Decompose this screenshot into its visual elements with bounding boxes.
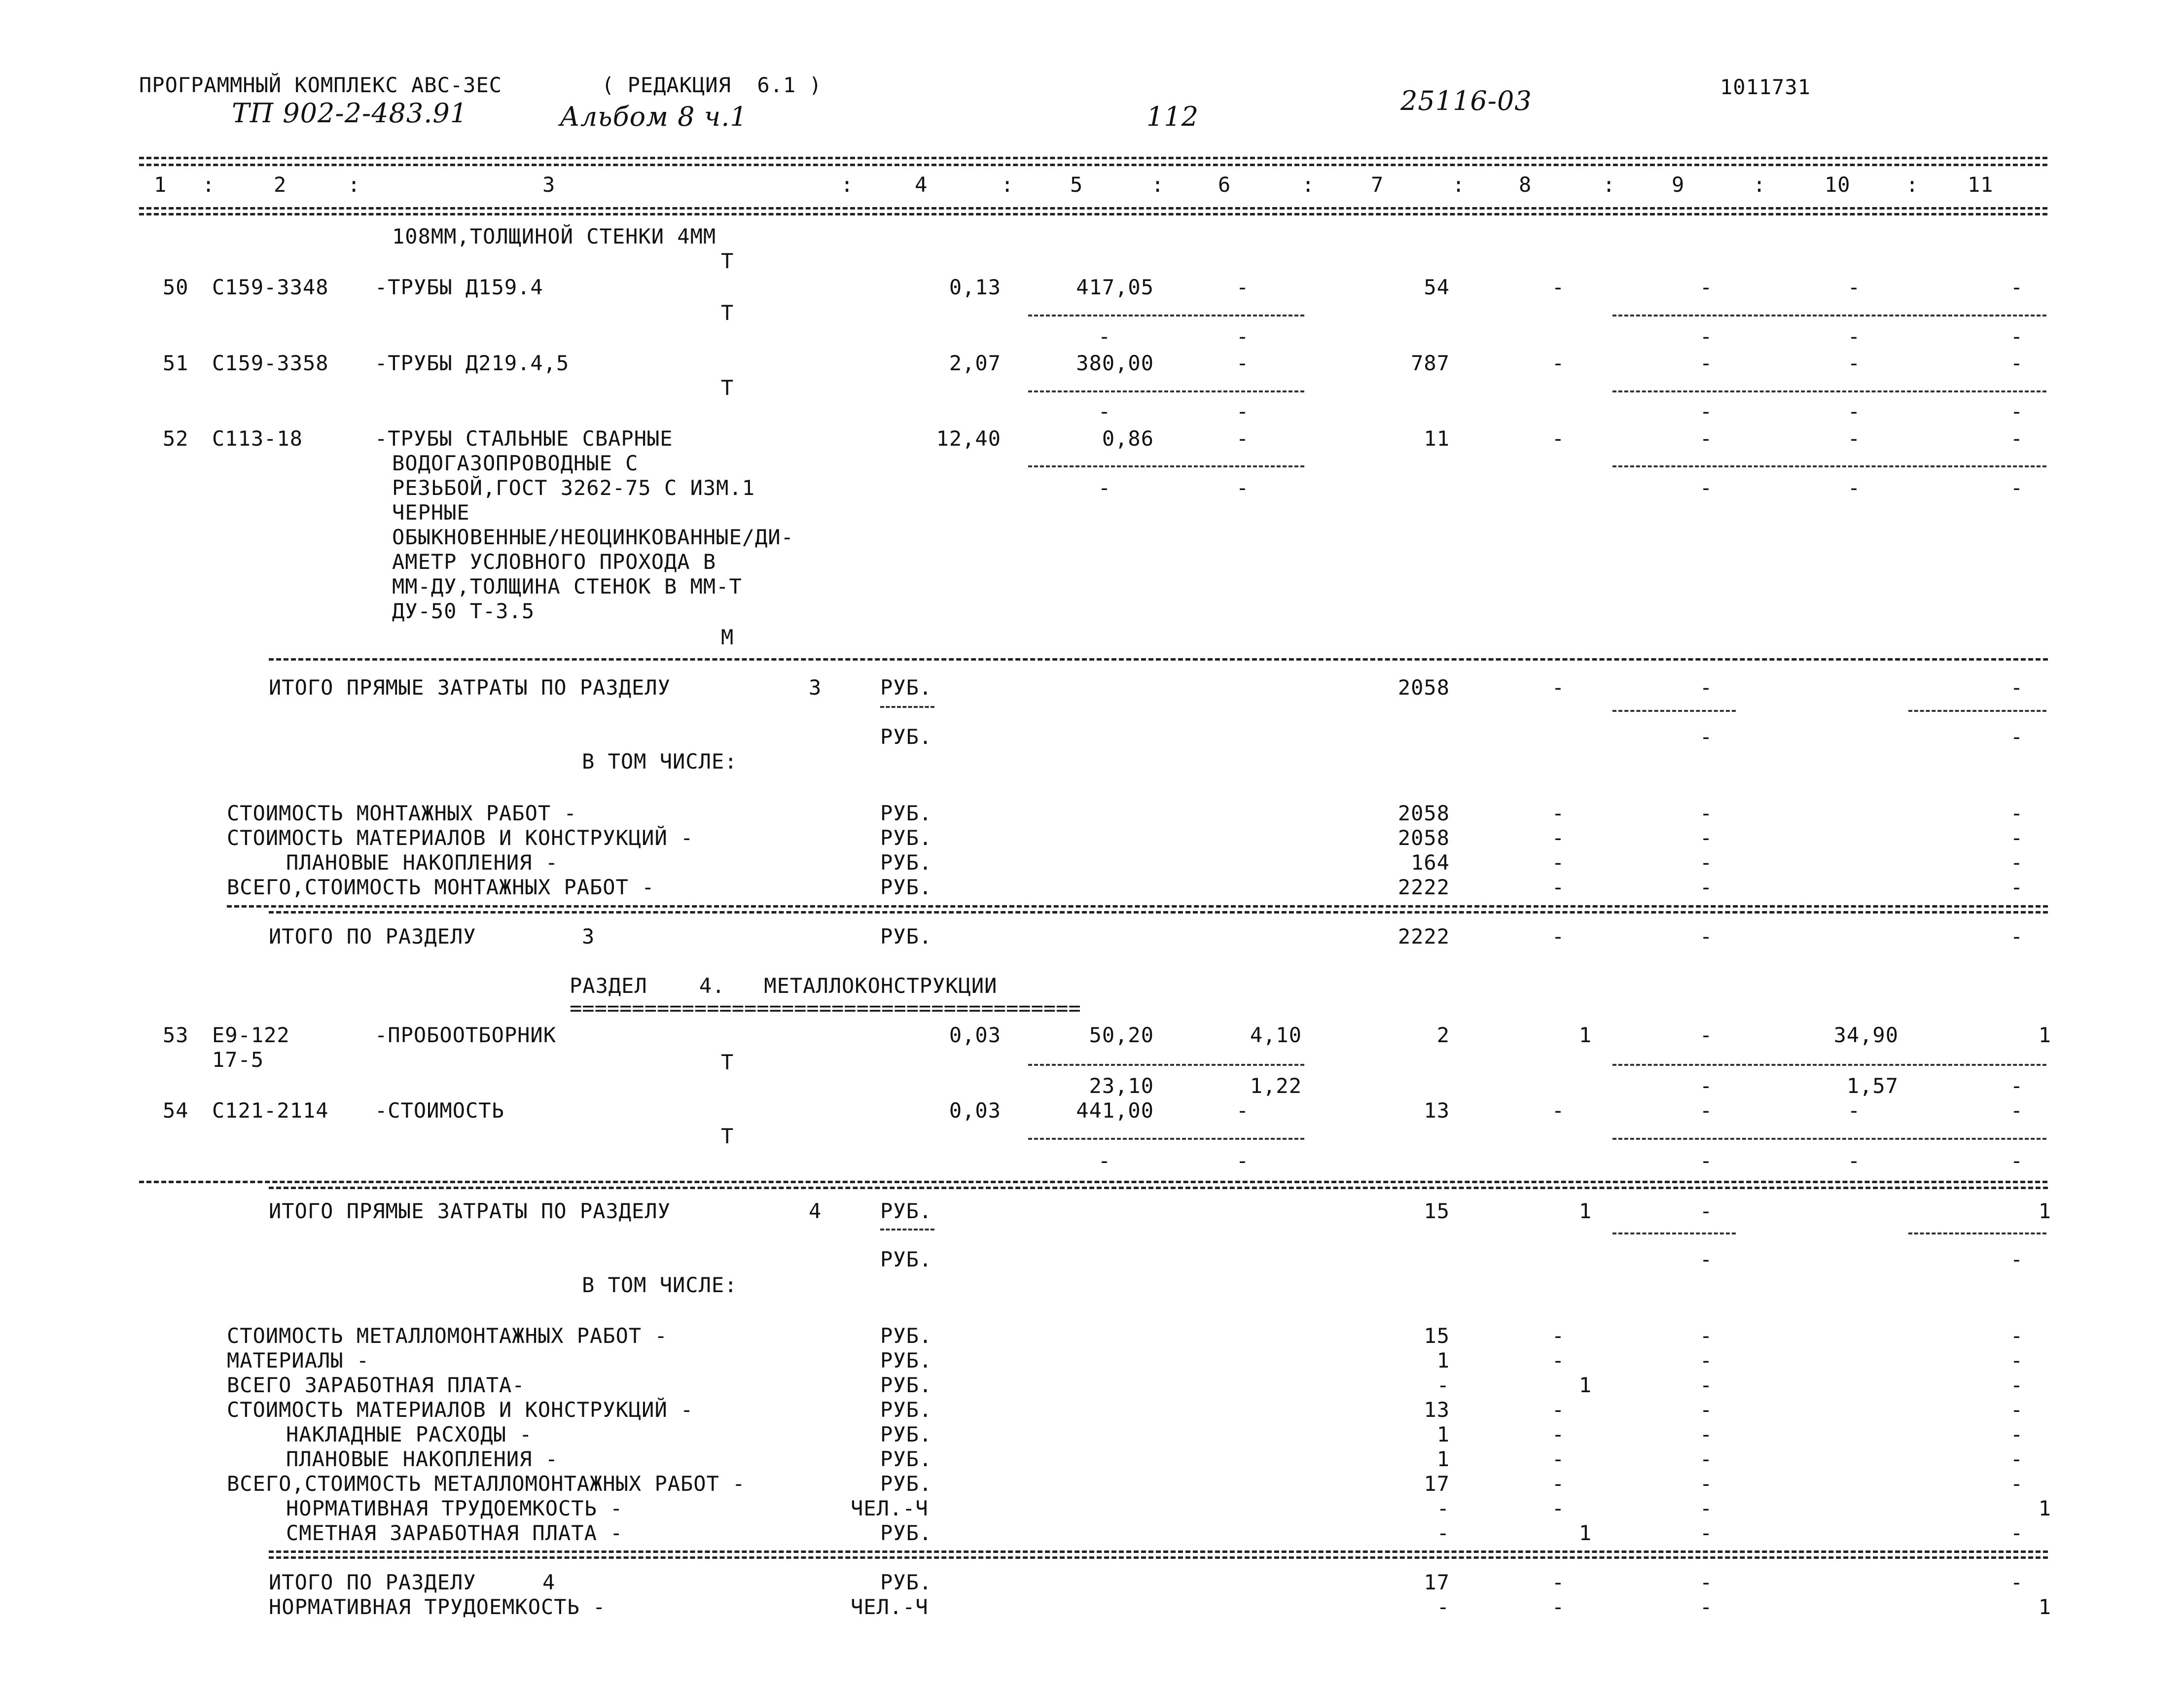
- row-code: Е9-122: [212, 1023, 290, 1047]
- cell-c5: 380,00: [1076, 351, 1154, 375]
- item-label: СМЕТНАЯ ЗАРАБОТНАЯ ПЛАТА -: [286, 1521, 623, 1545]
- cell-c6: -: [1236, 426, 1250, 451]
- cell-c9: -: [1699, 1521, 1713, 1545]
- cell-c11b: -: [2010, 1247, 2024, 1271]
- cell-c10b: -: [1847, 324, 1861, 349]
- cell-c8: -: [1551, 275, 1565, 299]
- cell-c9: -: [1699, 1570, 1713, 1594]
- document-code: 1011731: [1720, 75, 1811, 99]
- item-unit: РУБ.: [880, 1398, 932, 1422]
- cell-c9: -: [1699, 1324, 1713, 1348]
- item-label: НОРМАТИВНАЯ ТРУДОЕМКОСТЬ -: [286, 1496, 623, 1520]
- cell-c9b: -: [1699, 725, 1713, 749]
- cell-c11: -: [2010, 1324, 2024, 1348]
- item-label: ВСЕГО,СТОИМОСТЬ МОНТАЖНЫХ РАБОТ -: [227, 875, 655, 899]
- cell-c4: 2,07: [949, 351, 1001, 375]
- cell-c9b: -: [1699, 1149, 1713, 1173]
- cell-c10b: 1,57: [1846, 1074, 1898, 1098]
- cell-c5b: -: [1098, 476, 1111, 500]
- row-code: С159-3358: [212, 351, 329, 375]
- cell-c5b: -: [1098, 399, 1111, 423]
- cell-c7: 2222: [1397, 875, 1450, 899]
- cell-c8: -: [1551, 1595, 1565, 1619]
- cell-c8: -: [1551, 801, 1565, 825]
- cell-c7: 13: [1424, 1398, 1450, 1422]
- total-unit: РУБ.: [880, 725, 932, 749]
- col-h-9: 9: [1672, 173, 1685, 197]
- including-heading: В ТОМ ЧИСЛЕ:: [582, 1273, 738, 1297]
- cell-c11: -: [2010, 1570, 2024, 1594]
- row-unit: Т: [721, 249, 734, 273]
- cell-c7: 164: [1411, 850, 1450, 875]
- cell-c7: -: [1436, 1595, 1450, 1619]
- total-unit: ЧЕЛ.-Ч: [851, 1595, 929, 1619]
- col-h-5: 5: [1070, 173, 1083, 197]
- cell-c9: -: [1699, 1023, 1713, 1047]
- item-label: ВСЕГО,СТОИМОСТЬ МЕТАЛЛОМОНТАЖНЫХ РАБОТ -: [227, 1472, 746, 1496]
- cell-c11: 1: [2038, 1023, 2051, 1047]
- total-label: ИТОГО ПО РАЗДЕЛУ: [269, 924, 476, 949]
- cell-c9: -: [1699, 1422, 1713, 1446]
- item-unit: РУБ.: [880, 801, 932, 825]
- cell-c9: -: [1699, 1373, 1713, 1397]
- row-description: -ТРУБЫ СТАЛЬНЫЕ СВАРНЫЕ: [375, 426, 673, 451]
- cell-c11b: -: [2010, 324, 2024, 349]
- header-separator-top: [139, 157, 2047, 159]
- col-h-11: 11: [1968, 173, 1994, 197]
- cell-c9: -: [1699, 426, 1713, 451]
- cell-c5b: -: [1098, 1149, 1111, 1173]
- cell-c8: 1: [1578, 1521, 1592, 1545]
- row-description: ДУ-50 Т-3.5: [392, 599, 535, 623]
- item-label: СТОИМОСТЬ МАТЕРИАЛОВ И КОНСТРУКЦИЙ -: [227, 826, 694, 850]
- cell-c9: -: [1699, 1472, 1713, 1496]
- item-label: НАКЛАДНЫЕ РАСХОДЫ -: [286, 1422, 533, 1446]
- cell-c9b: -: [1699, 476, 1713, 500]
- cell-c9: -: [1699, 1098, 1713, 1123]
- row-unit: Т: [721, 1124, 734, 1148]
- cell-c8: 1: [1578, 1023, 1592, 1047]
- cell-c10: -: [1847, 275, 1861, 299]
- cell-c9b: -: [1699, 399, 1713, 423]
- item-unit: РУБ.: [880, 1324, 932, 1348]
- cell-c9: -: [1699, 850, 1713, 875]
- item-unit: РУБ.: [880, 1348, 932, 1372]
- cell-c11b: -: [2010, 725, 2024, 749]
- cell-c11: -: [2010, 1398, 2024, 1422]
- cell-c5: 417,05: [1076, 275, 1154, 299]
- cell-c6: 4,10: [1250, 1023, 1302, 1047]
- cell-c4: 0,03: [949, 1023, 1001, 1047]
- row-unit: М: [721, 625, 734, 649]
- row-description: -ПРОБООТБОРНИК: [375, 1023, 557, 1047]
- cell-c10b: -: [1847, 399, 1861, 423]
- col-h-8: 8: [1519, 173, 1532, 197]
- cell-c7: 2058: [1397, 675, 1450, 700]
- cell-c11: -: [2010, 1373, 2024, 1397]
- row-code: С113-18: [212, 426, 303, 451]
- col-h-2: 2: [274, 173, 287, 197]
- cell-c7: 787: [1411, 351, 1450, 375]
- header-separator-top2: [139, 164, 2047, 166]
- cell-c9: -: [1699, 801, 1713, 825]
- item-unit: РУБ.: [880, 826, 932, 850]
- item-unit: РУБ.: [880, 850, 932, 875]
- cell-c11: -: [2010, 1098, 2024, 1123]
- row-description: -ТРУБЫ Д219.4,5: [375, 351, 570, 375]
- handwritten-album: Альбом 8 ч.1: [560, 101, 748, 132]
- row-unit: Т: [721, 376, 734, 400]
- total-section-number: 4: [542, 1570, 556, 1594]
- cell-c11: -: [2010, 1422, 2024, 1446]
- cell-c7: 15: [1424, 1324, 1450, 1348]
- cell-c5: 50,20: [1089, 1023, 1154, 1047]
- cell-c8: -: [1551, 924, 1565, 949]
- total-unit: РУБ.: [880, 1247, 932, 1271]
- cell-c9: -: [1699, 1398, 1713, 1422]
- total-label: ИТОГО ПРЯМЫЕ ЗАТРАТЫ ПО РАЗДЕЛУ: [269, 675, 671, 700]
- cell-c11: -: [2010, 1472, 2024, 1496]
- cell-c8: -: [1551, 850, 1565, 875]
- total-unit: РУБ.: [880, 1199, 932, 1223]
- col-h-6: 6: [1218, 173, 1231, 197]
- handwritten-project: ТП 902-2-483.91: [232, 98, 468, 129]
- item-unit: РУБ.: [880, 875, 932, 899]
- row-number: 51: [163, 351, 189, 375]
- section-title: РАЗДЕЛ 4. МЕТАЛЛОКОНСТРУКЦИИ: [570, 974, 998, 998]
- cell-c9: -: [1699, 875, 1713, 899]
- cell-c11: -: [2010, 675, 2024, 700]
- row-number: 53: [163, 1023, 189, 1047]
- item-unit: РУБ.: [880, 1521, 932, 1545]
- cell-c11: 1: [2038, 1199, 2051, 1223]
- row-number: 54: [163, 1098, 189, 1123]
- cell-c8: -: [1551, 1472, 1565, 1496]
- cell-c7: 15: [1424, 1199, 1450, 1223]
- cell-c10b: -: [1847, 1149, 1861, 1173]
- item-unit: РУБ.: [880, 1472, 932, 1496]
- item-label: СТОИМОСТЬ МЕТАЛЛОМОНТАЖНЫХ РАБОТ -: [227, 1324, 668, 1348]
- cell-c7: 1: [1436, 1447, 1450, 1471]
- cell-c10: -: [1847, 351, 1861, 375]
- cell-c9b: -: [1699, 1247, 1713, 1271]
- row-description: 108ММ,ТОЛЩИНОЙ СТЕНКИ 4ММ: [392, 224, 716, 248]
- row-description: РЕЗЬБОЙ,ГОСТ 3262-75 С ИЗМ.1: [392, 476, 755, 500]
- cell-c7: -: [1436, 1373, 1450, 1397]
- col-h-1: 1: [154, 173, 167, 197]
- section-separator: [269, 1550, 2048, 1553]
- cell-c9: -: [1699, 924, 1713, 949]
- cell-c9: -: [1699, 275, 1713, 299]
- cell-c5b: 23,10: [1089, 1074, 1154, 1098]
- cell-c6: -: [1236, 275, 1250, 299]
- cell-c11: -: [2010, 1348, 2024, 1372]
- item-label: МАТЕРИАЛЫ -: [227, 1348, 370, 1372]
- cell-c8: -: [1551, 1496, 1565, 1520]
- row-description: ВОДОГАЗОПРОВОДНЫЕ С: [392, 451, 639, 475]
- col-h-4: 4: [915, 173, 928, 197]
- cell-c9: -: [1699, 351, 1713, 375]
- item-unit: РУБ.: [880, 1447, 932, 1471]
- cell-c5: 0,86: [1102, 426, 1154, 451]
- total-label: ИТОГО ПО РАЗДЕЛУ: [269, 1570, 476, 1594]
- cell-c8: -: [1551, 826, 1565, 850]
- item-label: ПЛАНОВЫЕ НАКОПЛЕНИЯ -: [286, 1447, 559, 1471]
- cell-c8: -: [1551, 1398, 1565, 1422]
- section-separator: [269, 1556, 2048, 1559]
- cell-c7: 2058: [1397, 826, 1450, 850]
- cell-c8: -: [1551, 1422, 1565, 1446]
- total-label: НОРМАТИВНАЯ ТРУДОЕМКОСТЬ -: [269, 1595, 606, 1619]
- estimate-page: ПРОГРАММНЫЙ КОМПЛЕКС АВС-3ЕС ( РЕДАКЦИЯ 6.1 ) 1011731 ТП 902-2-483.91 Альбом 8 ч.1 112 25116-03 1 2 3 4 5 6 7 8 9 10 11 : : : : : : : : : : 108ММ,ТОЛЩИНОЙ СТЕНКИ 4ММ Т 50 С159-3348 -ТРУБЫ Д159.4 Т 0,13 417,05 - 54 - - - - - - - - - 51 С159-3358 -ТРУБЫ Д219.4,5 Т 2,07 380,00 - 787 - - - - - - - - - 52 С113-18 -ТРУБЫ СТАЛЬНЫЕ СВАРНЫЕ ВОДОГАЗОПРОВОДНЫЕ С РЕЗЬБОЙ,ГОСТ 3262-75 С ИЗМ.1 ЧЕРНЫЕ ОБЫКНОВЕННЫЕ/НЕОЦИНКОВАННЫЕ/ДИ- АМЕТР УСЛОВНОГО ПРОХОДА В ММ-ДУ,ТОЛЩИНА СТЕНОК В ММ-Т ДУ-50 Т-3.5 М 12,40 0,86 - 11 - - - - - - - - - ИТОГО ПРЯМЫЕ ЗАТРАТЫ ПО РАЗДЕЛУ 3 РУБ. РУБ. 2058 - - - - - В ТОМ ЧИСЛЕ: СТОИМОСТЬ МОНТАЖНЫХ РАБОТ - РУБ. 2058 - - - СТОИМОСТЬ МАТЕРИАЛОВ И КОНСТРУКЦИЙ - РУБ. 2058 - - - ПЛАНОВЫЕ НАКОПЛЕНИЯ - РУБ. 164 - - - ВСЕГО,СТОИМОСТЬ МОНТАЖНЫХ РАБОТ - РУБ. 2222 - - - ИТОГО ПО РАЗДЕЛУ 3 РУБ. 2222 - - - РАЗДЕЛ 4. МЕТАЛЛОКОНСТРУКЦИИ ========================================= 53 Е9-122 17-5 -ПРОБООТБОРНИК Т 0,03 50,20 4,10 2 1 - 34,90 1 23,10 1,22 - 1,57 - 54 С121-2114 -СТОИМОСТЬ Т 0,03 441,00 - 13 - - - - - - - - - ИТОГО ПРЯМЫЕ ЗАТРАТЫ ПО РАЗДЕЛУ 4 РУБ. РУБ. 15 1 - 1 - - В ТОМ ЧИСЛЕ: СТОИМОСТЬ МЕТАЛЛОМОНТАЖНЫХ РАБОТ - РУБ. 15 - - - МАТЕРИАЛЫ - РУБ. 1 - - - ВСЕГО ЗАРАБОТНАЯ ПЛАТА- РУБ. - 1 - - СТОИМОСТЬ МАТЕРИАЛОВ И КОНСТРУКЦИЙ - РУБ. 13 - - - НАКЛАДНЫЕ РАСХОДЫ - РУБ. 1 - - - ПЛАНОВЫЕ НАКОПЛЕНИЯ - РУБ. 1 - - - ВСЕГО,СТОИМОСТЬ МЕТАЛЛОМОНТАЖНЫХ РАБОТ - РУБ. 17 - - - НОРМАТИВНАЯ ТРУДОЕМКОСТЬ - ЧЕЛ.-Ч - - - 1 СМЕТНАЯ ЗАРАБОТНАЯ ПЛАТА - РУБ. - 1 - - ИТОГО ПО РАЗДЕЛУ 4 РУБ. 17 - - - НОРМАТИВНАЯ ТРУДОЕМКОСТЬ - ЧЕЛ.-Ч - - - 1: [139, 73, 2051, 1619]
- total-label: ИТОГО ПРЯМЫЕ ЗАТРАТЫ ПО РАЗДЕЛУ: [269, 1199, 671, 1223]
- col-h-7: 7: [1371, 173, 1384, 197]
- cell-c8: -: [1551, 675, 1565, 700]
- cell-c10b: -: [1847, 476, 1861, 500]
- program-name: ПРОГРАММНЫЙ КОМПЛЕКС АВС-3ЕС: [139, 73, 502, 97]
- cell-c10: 34,90: [1833, 1023, 1898, 1047]
- cell-c7: 54: [1424, 275, 1450, 299]
- section-separator: [139, 1181, 2047, 1183]
- item-unit: РУБ.: [880, 1422, 932, 1446]
- cell-c7: -: [1436, 1496, 1450, 1520]
- handwritten-page: 112: [1146, 101, 1199, 132]
- row-description: АМЕТР УСЛОВНОГО ПРОХОДА В: [392, 550, 716, 574]
- cell-c8: 1: [1578, 1199, 1592, 1223]
- cell-c4: 12,40: [936, 426, 1001, 451]
- cell-c11b: -: [2010, 476, 2024, 500]
- row-description: ММ-ДУ,ТОЛЩИНА СТЕНОК В ММ-Т: [392, 574, 742, 598]
- cell-c6: -: [1236, 1098, 1250, 1123]
- handwritten-doc: 25116-03: [1400, 85, 1532, 116]
- row-unit: Т: [721, 301, 734, 325]
- cell-c5: 441,00: [1076, 1098, 1154, 1123]
- cell-c9: -: [1699, 826, 1713, 850]
- cell-c7: 17: [1424, 1570, 1450, 1594]
- cell-c9: -: [1699, 675, 1713, 700]
- col-h-3: 3: [542, 173, 556, 197]
- section-separator: [269, 911, 2048, 914]
- edition: ( РЕДАКЦИЯ 6.1 ): [602, 73, 822, 97]
- cell-c9: -: [1699, 1595, 1713, 1619]
- total-section-number: 4: [809, 1199, 822, 1223]
- cell-c11: -: [2010, 351, 2024, 375]
- row-number: 50: [163, 275, 189, 299]
- cell-c9: -: [1699, 1447, 1713, 1471]
- row-code: 17-5: [212, 1048, 264, 1072]
- cell-c11: -: [2010, 924, 2024, 949]
- cell-c6: -: [1236, 351, 1250, 375]
- cell-c8: -: [1551, 1348, 1565, 1372]
- row-unit: Т: [721, 1050, 734, 1074]
- cell-c11: -: [2010, 801, 2024, 825]
- cell-c11b: -: [2010, 1074, 2024, 1098]
- cell-c8: -: [1551, 1324, 1565, 1348]
- cell-c5b: -: [1098, 324, 1111, 349]
- cell-c10: -: [1847, 1098, 1861, 1123]
- section-separator: [269, 658, 2048, 661]
- cell-c9: -: [1699, 1348, 1713, 1372]
- cell-c11b: -: [2010, 1149, 2024, 1173]
- cell-c11b: -: [2010, 399, 2024, 423]
- cell-c8: 1: [1578, 1373, 1592, 1397]
- cell-c11: -: [2010, 426, 2024, 451]
- cell-c11: -: [2010, 875, 2024, 899]
- cell-c4: 0,13: [949, 275, 1001, 299]
- cell-c6b: -: [1236, 476, 1250, 500]
- section-title-underline: =========================================: [570, 996, 1081, 1020]
- cell-c10: -: [1847, 426, 1861, 451]
- cell-c9b: -: [1699, 1074, 1713, 1098]
- cell-c4: 0,03: [949, 1098, 1001, 1123]
- total-section-number: 3: [582, 924, 595, 949]
- row-number: 52: [163, 426, 189, 451]
- row-description: -ТРУБЫ Д159.4: [375, 275, 543, 299]
- cell-c6b: 1,22: [1250, 1074, 1302, 1098]
- cell-c11: -: [2010, 1521, 2024, 1545]
- item-label: СТОИМОСТЬ МАТЕРИАЛОВ И КОНСТРУКЦИЙ -: [227, 1398, 694, 1422]
- row-code: С121-2114: [212, 1098, 329, 1123]
- cell-c9: -: [1699, 1496, 1713, 1520]
- cell-c7: 1: [1436, 1422, 1450, 1446]
- header-separator-bottom: [139, 207, 2047, 210]
- cell-c11: -: [2010, 1447, 2024, 1471]
- cell-c11: -: [2010, 826, 2024, 850]
- cell-c7: 11: [1424, 426, 1450, 451]
- item-label: ПЛАНОВЫЕ НАКОПЛЕНИЯ -: [286, 850, 559, 875]
- total-unit: РУБ.: [880, 675, 932, 700]
- cell-c6b: -: [1236, 324, 1250, 349]
- item-unit: РУБ.: [880, 1373, 932, 1397]
- total-section-number: 3: [809, 675, 822, 700]
- row-code: С159-3348: [212, 275, 329, 299]
- col-h-10: 10: [1825, 173, 1851, 197]
- row-description: ЧЕРНЫЕ: [392, 500, 470, 525]
- row-description: -СТОИМОСТЬ: [375, 1098, 504, 1123]
- cell-c7: 17: [1424, 1472, 1450, 1496]
- cell-c7: 2058: [1397, 801, 1450, 825]
- cell-c8: -: [1551, 351, 1565, 375]
- cell-c7: 2222: [1397, 924, 1450, 949]
- cell-c6b: -: [1236, 399, 1250, 423]
- cell-c8: -: [1551, 1570, 1565, 1594]
- cell-c11: 1: [2038, 1595, 2051, 1619]
- cell-c7: 1: [1436, 1348, 1450, 1372]
- cell-c8: -: [1551, 875, 1565, 899]
- cell-c9b: -: [1699, 324, 1713, 349]
- cell-c7: 13: [1424, 1098, 1450, 1123]
- item-label: СТОИМОСТЬ МОНТАЖНЫХ РАБОТ -: [227, 801, 577, 825]
- cell-c11: 1: [2038, 1496, 2051, 1520]
- header-separator-bottom2: [139, 213, 2047, 215]
- cell-c8: -: [1551, 1098, 1565, 1123]
- cell-c7: 2: [1436, 1023, 1450, 1047]
- cell-c6b: -: [1236, 1149, 1250, 1173]
- item-label: ВСЕГО ЗАРАБОТНАЯ ПЛАТА-: [227, 1373, 525, 1397]
- cell-c11: -: [2010, 850, 2024, 875]
- cell-c11: -: [2010, 275, 2024, 299]
- cell-c9: -: [1699, 1199, 1713, 1223]
- section-separator: [227, 905, 2048, 908]
- cell-c7: -: [1436, 1521, 1450, 1545]
- cell-c8: -: [1551, 426, 1565, 451]
- total-unit: РУБ.: [880, 924, 932, 949]
- total-unit: РУБ.: [880, 1570, 932, 1594]
- row-description: ОБЫКНОВЕННЫЕ/НЕОЦИНКОВАННЫЕ/ДИ-: [392, 525, 794, 549]
- cell-c8: -: [1551, 1447, 1565, 1471]
- section-separator: [269, 1187, 2048, 1189]
- including-heading: В ТОМ ЧИСЛЕ:: [582, 749, 738, 774]
- item-unit: ЧЕЛ.-Ч: [851, 1496, 929, 1520]
